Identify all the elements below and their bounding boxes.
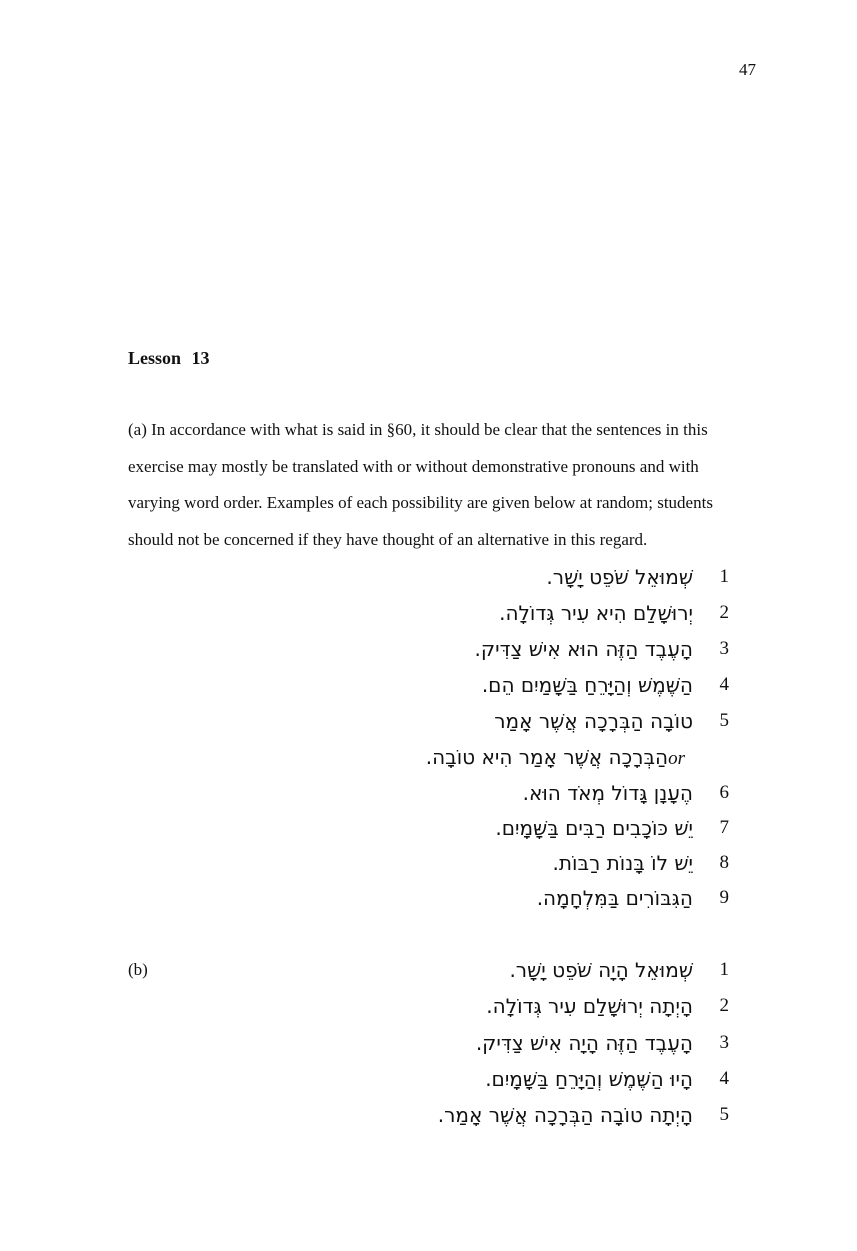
hebrew-sentence-alt <box>426 745 693 770</box>
hebrew-sentence: הָיוּ הַשֶּׁמֶשׁ וְהַיָּרֵחַ בַּשָּׁמָיִם. <box>485 1067 693 1091</box>
sentence-number: 5 <box>719 1104 729 1125</box>
intro-line: varying word order. Examples of each possibility are given below at random; students <box>128 493 713 512</box>
hebrew-sentence: יֵשׁ לוֹ בָּנוֹת רַבּוֹת. <box>552 851 693 875</box>
hebrew-sentence: הָיְתָה יְרוּשָׁלַם עִיר גְּדוֹלָה. <box>486 994 693 1018</box>
sentence-number: 6 <box>719 782 729 803</box>
hebrew-sentence: הֶעָנָן גָּדוֹל מְאֹד הוּא. <box>522 781 693 805</box>
sentence-number: 1 <box>719 959 729 980</box>
hebrew-sentence: טוֹבָה הַבְּרָכָה אֲשֶׁר אָמַר <box>494 709 693 733</box>
sentence-number: 2 <box>719 995 729 1016</box>
hebrew-sentence: הָעֶבֶד הַזֶּה הוּא אִישׁ צַדִּיק. <box>474 637 693 661</box>
hebrew-sentence: הַשֶּׁמֶשׁ וְהַיָּרֵחַ בַּשָּׁמַיִם הֵם. <box>481 673 693 697</box>
lesson-title: Lesson 13 <box>128 348 210 368</box>
or-label: or <box>668 747 685 769</box>
sentence-a-9 <box>89 882 729 914</box>
sentence-a-3 <box>89 633 729 665</box>
sentence-b-3 <box>89 1027 729 1059</box>
sentence-number: 4 <box>719 1068 729 1089</box>
hebrew-sentence: הָעֶבֶד הַזֶּה הָיָה אִישׁ צַדִּיק. <box>475 1031 693 1055</box>
hebrew-sentence: הַגִּבּוֹרִים בַּמִּלְחָמָה. <box>536 886 693 910</box>
sentence-a-6 <box>89 777 729 809</box>
sentence-number: 1 <box>719 566 729 587</box>
sentence-number: 8 <box>719 852 729 873</box>
sentence-number: 9 <box>719 887 729 908</box>
intro-line: (a) In accordance with what is said in §60, it should be clear that the sentences in this <box>128 420 708 439</box>
intro-line: should not be concerned if they have thought of an alternative in this regard. <box>128 530 648 549</box>
sentence-b-5 <box>89 1099 729 1131</box>
sentence-number: 3 <box>719 1032 729 1053</box>
sentence-a-4 <box>89 669 729 701</box>
hebrew-sentence: יֵשׁ כּוֹכָבִים רַבִּים בַּשָּׁמָיִם. <box>495 816 693 840</box>
intro-line: exercise may mostly be translated with or without demonstrative pronouns and with <box>128 457 699 476</box>
hebrew-sentence: שְׁמוּאֵל הָיָה שֹׁפֵט יָשָׁר. <box>509 958 693 982</box>
hebrew-sentence: שְׁמוּאֵל שֹׁפֵט יָשָׁר. <box>546 565 693 589</box>
sentence-a-8 <box>89 847 729 879</box>
sentence-number: 5 <box>719 710 729 731</box>
sentence-a-5 <box>89 705 729 737</box>
sentence-number: 3 <box>719 638 729 659</box>
sentence-a-2 <box>89 597 729 629</box>
hebrew-sentence: הָיְתָה טוֹבָה הַבְּרָכָה אֲשֶׁר אָמַר. <box>437 1103 693 1127</box>
sentence-a-1 <box>89 561 729 593</box>
sentence-b-2 <box>89 990 729 1022</box>
sentence-b-4 <box>89 1063 729 1095</box>
sentence-a-7 <box>89 812 729 844</box>
hebrew-sentence: הַבְּרָכָה אֲשֶׁר אָמַר הִיא טוֹבָה. <box>425 744 669 769</box>
sentence-number: 7 <box>719 817 729 838</box>
page-number: 47 <box>739 60 756 79</box>
hebrew-sentence: יְרוּשָׁלַם הִיא עִיר גְּדוֹלָה. <box>499 601 693 625</box>
sentence-a-5-alt <box>89 741 729 773</box>
section-b-label: (b) <box>128 960 148 979</box>
sentence-number: 2 <box>719 602 729 623</box>
sentence-number: 4 <box>719 674 729 695</box>
sentence-b-1 <box>89 954 729 986</box>
